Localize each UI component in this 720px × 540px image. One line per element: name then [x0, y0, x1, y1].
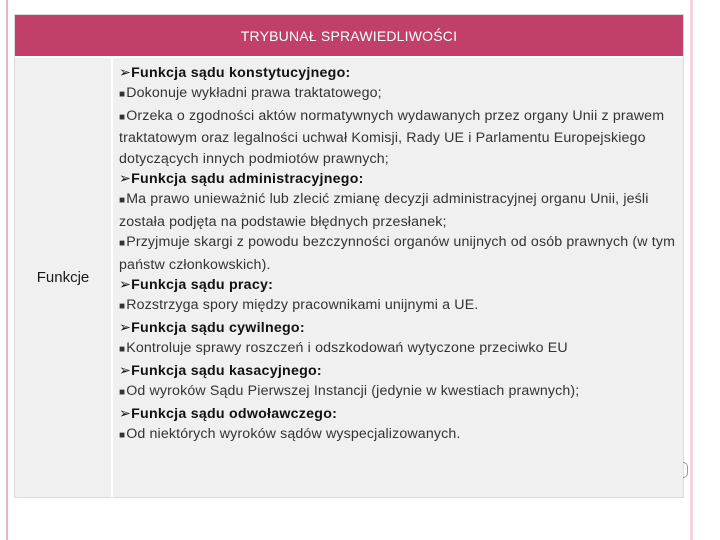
- section-title: Funkcja sądu kasacyjnego:: [131, 362, 322, 379]
- list-item: [119, 232, 677, 275]
- list-item-text: Od wyroków Sądu Pierwszej Instancji (jedynie w kwestiach prawnych);: [126, 383, 580, 400]
- list-item-text: Ma prawo unieważnić lub zlecić zmianę decyzji administracyjnej organu Unii, jeśli została podjęta na podstawie błędnych przesłanek;: [119, 191, 649, 230]
- slide-frame-right: [690, 0, 693, 540]
- edge-bracket: [683, 462, 688, 478]
- square-bullet-icon: ■: [119, 301, 126, 313]
- row-content-cell: [113, 58, 683, 497]
- section-heading: [119, 361, 677, 381]
- section-heading: [119, 275, 677, 295]
- arrow-right-icon: ➢: [119, 405, 132, 422]
- section-title: Funkcja sądu pracy:: [131, 277, 274, 294]
- slide-frame-left: [6, 0, 8, 540]
- arrow-right-icon: ➢: [119, 65, 132, 81]
- section-title: Funkcja sądu cywilnego:: [131, 319, 305, 336]
- section-title: Funkcja sądu administracyjnego:: [131, 171, 364, 188]
- table-row: [15, 58, 683, 497]
- table-header: [15, 15, 683, 58]
- arrow-right-icon: ➢: [119, 319, 132, 336]
- section-heading: [119, 169, 677, 189]
- list-item: [119, 83, 677, 105]
- section-heading: [119, 63, 677, 83]
- square-bullet-icon: ■: [119, 344, 126, 356]
- list-item: [119, 106, 677, 169]
- section-title: Funkcja sądu odwoławczego:: [131, 405, 338, 422]
- arrow-right-icon: ➢: [119, 171, 132, 188]
- list-item-text: Przyjmuje skargi z powodu bezczynności organów unijnych od osób prawnych (w tym państw członkowskich).: [119, 234, 676, 273]
- table-title: TRYBUNAŁ SPRAWIEDLIWOŚCI: [240, 27, 458, 44]
- content-table: [14, 14, 684, 498]
- list-item: [119, 295, 677, 317]
- list-item-text: Orzeka o zgodności aktów normatywnych wydawanych przez organy Unii z prawem traktatowym oraz legalności uchwał Komisji, Rady UE i Parlamentu Europejskiego dotyczących innych podmiotów prawnych;: [119, 107, 665, 167]
- section-heading: [119, 404, 677, 424]
- square-bullet-icon: ■: [119, 429, 126, 441]
- list-item-text: Rozstrzyga spory między pracownikami unijnymi a UE.: [126, 297, 479, 314]
- list-item-text: Kontroluje sprawy roszczeń i odszkodowań wytyczone przeciwko EU: [126, 340, 568, 357]
- square-bullet-icon: ■: [119, 89, 126, 101]
- list-item: [119, 424, 677, 446]
- arrow-right-icon: ➢: [119, 277, 132, 294]
- row-label-cell: [15, 58, 113, 497]
- row-label: Funkcje: [36, 269, 90, 286]
- arrow-right-icon: ➢: [119, 362, 132, 379]
- square-bullet-icon: ■: [119, 111, 126, 123]
- list-item-text: Dokonuje wykładni prawa traktatowego;: [126, 85, 382, 102]
- list-item: [119, 338, 677, 360]
- section-heading: [119, 318, 677, 338]
- square-bullet-icon: ■: [119, 387, 126, 399]
- list-item: [119, 189, 677, 232]
- list-item-text: Od niektórych wyroków sądów wyspecjalizowanych.: [126, 425, 461, 442]
- section-title: Funkcja sądu konstytucyjnego:: [131, 65, 351, 81]
- list-item: [119, 381, 677, 403]
- square-bullet-icon: ■: [119, 195, 126, 207]
- square-bullet-icon: ■: [119, 238, 126, 250]
